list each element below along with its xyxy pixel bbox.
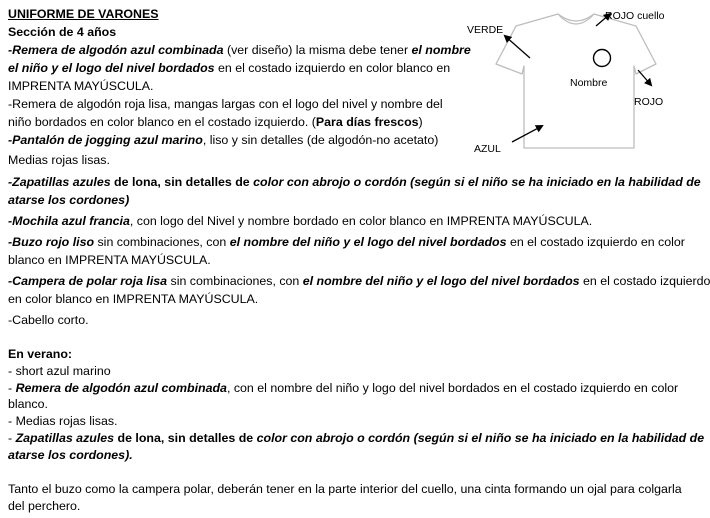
item-line: el niño y el logo del nivel bordados en el costado izquierdo en color blanco en: [8, 61, 451, 75]
label-rojo: ROJO: [634, 96, 664, 108]
item-line: -Remera de algodón roja lisa, mangas largas con el logo del nivel y nombre del: [8, 97, 443, 111]
label-azul: AZUL: [474, 143, 501, 155]
item-line: -Zapatillas azules de lona, sin detalles de color con abrojo o cordón (según si el niño se ha iniciado en la habilidad de: [8, 175, 701, 189]
document-title: UNIFORME DE VARONES: [8, 7, 159, 21]
label-verde: VERDE: [467, 24, 504, 36]
summer-line: blanco.: [8, 397, 48, 411]
item-line: blanco en IMPRENTA MAYÚSCULA.: [8, 253, 211, 267]
summer-line: - Zapatillas azules de lona, sin detalles de color con abrojo o cordón (según si el niño se ha iniciado en la habilidad de: [8, 431, 705, 445]
item-line: en color blanco en IMPRENTA MAYÚSCULA.: [8, 292, 259, 306]
item-line: -Cabello corto.: [8, 313, 89, 327]
item-line: -Pantalón de jogging azul marino, liso y sin detalles (de algodón-no acetato): [8, 133, 439, 147]
summer-line: - Medias rojas lisas.: [8, 414, 118, 428]
item-line: -Remera de algodón azul combinada (ver diseño) la misma debe tener el nombre: [8, 43, 471, 57]
item-line: -Campera de polar roja lisa sin combinaciones, con el nombre del niño y el logo del nivel bordados en el costado izquierdo: [8, 274, 710, 288]
label-rojo-cuello: ROJO cuello: [605, 10, 665, 22]
summer-line: atarse los cordones).: [8, 448, 133, 462]
item-line: atarse los cordones): [8, 193, 130, 207]
item-line: -Mochila azul francia, con logo del Nivel y nombre bordado en color blanco en IMPRENTA MAYÚSCULA.: [8, 214, 593, 228]
item-line: IMPRENTA MAYÚSCULA.: [8, 79, 154, 93]
item-line: -Buzo rojo liso sin combinaciones, con el nombre del niño y el logo del nivel bordados en el costado izquierdo en color: [8, 235, 685, 249]
section-heading: Sección de 4 años: [8, 25, 117, 39]
item-line: Medias rojas lisas.: [8, 153, 110, 167]
summer-heading: En verano:: [8, 347, 73, 361]
summer-line: - short azul marino: [8, 364, 111, 378]
footer-line: Tanto el buzo como la campera polar, deberán tener en la parte interior del cuello, una cinta formando un ojal para colgarla: [8, 482, 682, 496]
footer-line: del perchero.: [8, 499, 81, 513]
label-nombre: Nombre: [570, 77, 608, 89]
arrow-rojo: [638, 70, 651, 85]
summer-line: - Remera de algodón azul combinada, con el nombre del niño y logo del nivel bordados en el costado izquierdo en color: [8, 381, 679, 395]
item-line: niño bordados en color blanco en el costado izquierdo. (Para días frescos): [8, 115, 423, 129]
